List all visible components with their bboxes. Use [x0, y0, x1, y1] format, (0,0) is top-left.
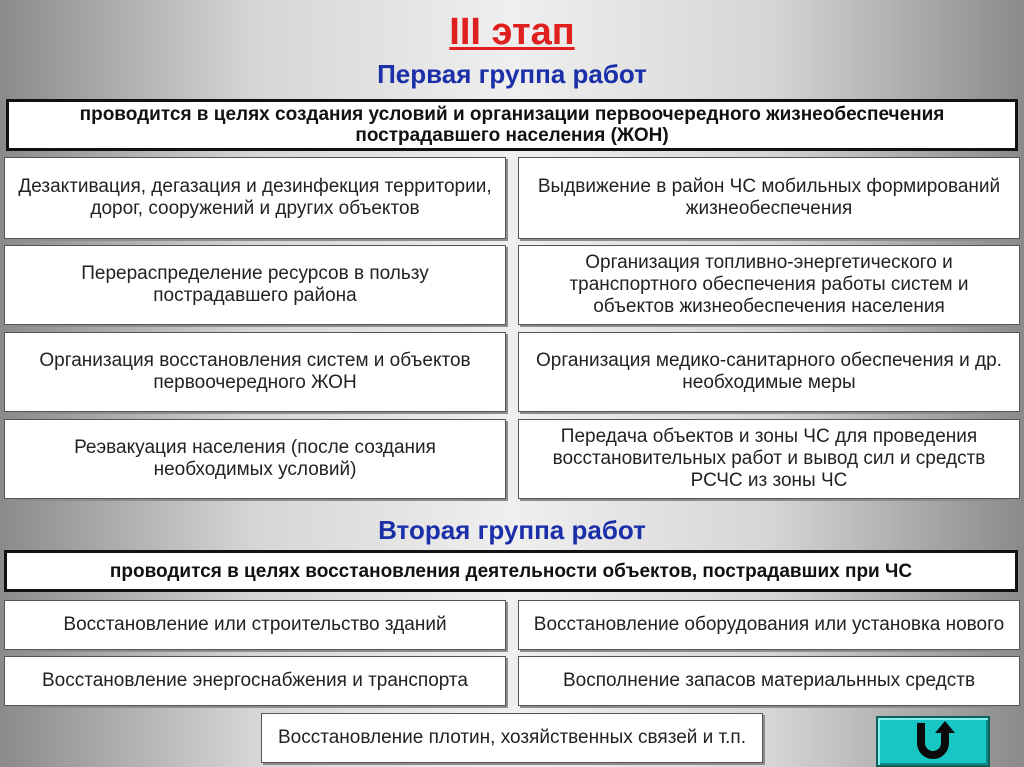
group2-item-1: Восстановление или строительство зданий — [4, 600, 506, 650]
return-button[interactable] — [876, 716, 990, 767]
group1-title: Первая группа работ — [377, 59, 647, 89]
group1-item-1: Дезактивация, дегазация и дезинфекция территории, дорог, сооружений и других объектов — [4, 157, 506, 239]
group1-item-3: Перераспределение ресурсов в пользу пострадавшего района — [4, 245, 506, 325]
group1-item-6: Организация медико-санитарного обеспечения и др. необходимые меры — [518, 332, 1020, 412]
group1-item-7: Реэвакуация населения (после создания необходимых условий) — [4, 419, 506, 499]
group2-item-5: Восстановление плотин, хозяйственных связей и т.п. — [261, 713, 763, 763]
group2-item-4: Восполнение запасов материальнных средств — [518, 656, 1020, 706]
group2-title: Вторая группа работ — [378, 515, 646, 545]
group2-item-3: Восстановление энергоснабжения и транспорта — [4, 656, 506, 706]
return-arrow-icon — [911, 719, 955, 764]
group1-item-2: Выдвижение в район ЧС мобильных формирований жизнеобеспечения — [518, 157, 1020, 239]
stage-title: III этап — [449, 11, 575, 53]
group1-item-5: Организация восстановления систем и объектов первоочередного ЖОН — [4, 332, 506, 412]
group1-item-8: Передача объектов и зоны ЧС для проведения восстановительных работ и вывод сил и средств РСЧС из зоны ЧС — [518, 419, 1020, 499]
group1-item-4: Организация топливно-энергетического и транспортного обеспечения работы систем и объектов жизнеобеспечения населения — [518, 245, 1020, 325]
group1-purpose: проводится в целях создания условий и организации первоочередного жизнеобеспечения пострадавшего населения (ЖОН) — [6, 99, 1018, 151]
group2-item-2: Восстановление оборудования или установка нового — [518, 600, 1020, 650]
group2-purpose: проводится в целях восстановления деятельности объектов, пострадавших при ЧС — [4, 550, 1018, 592]
